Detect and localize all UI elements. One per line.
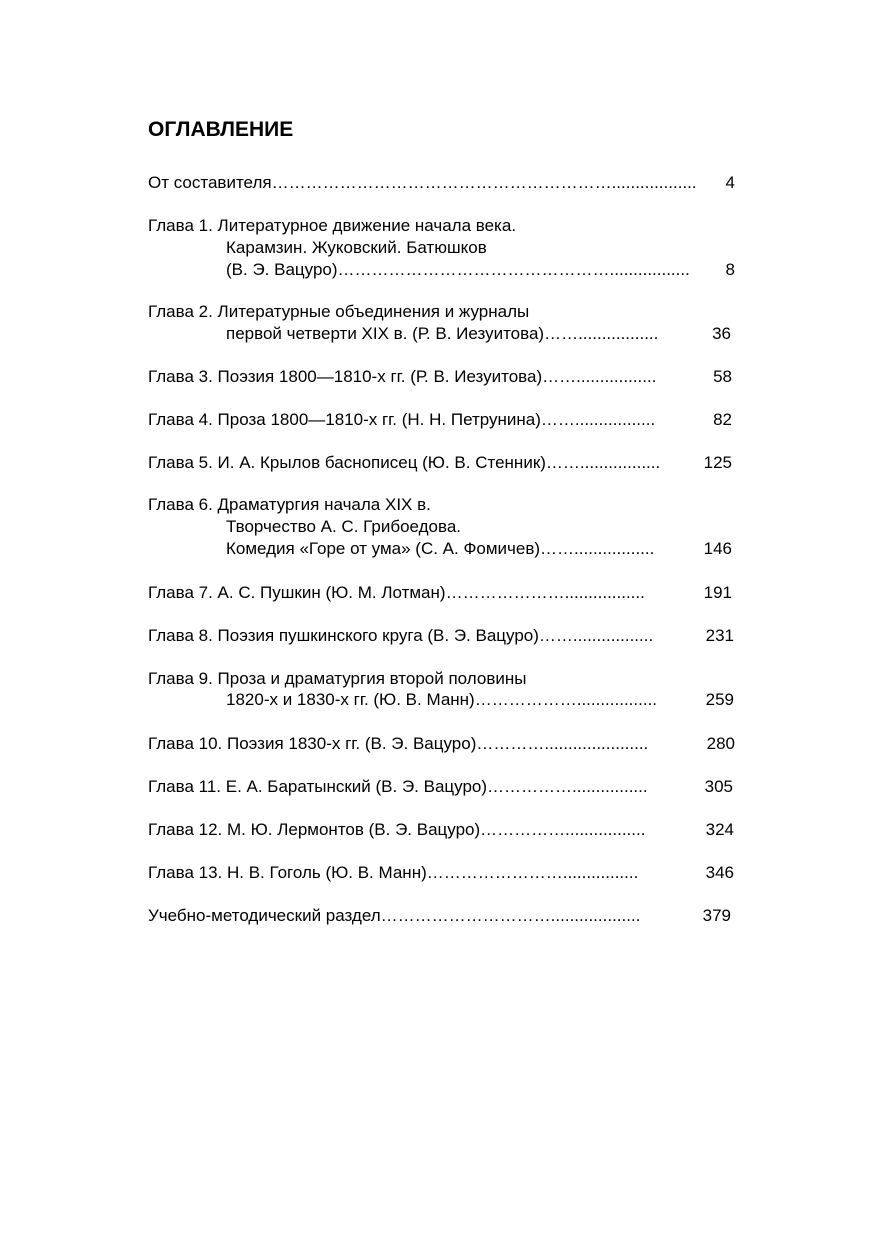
toc-entry-chapter-8	[148, 625, 734, 646]
toc-page-number: 346	[705, 863, 734, 882]
toc-entry-text: Глава 5. И. А. Крылов баснописец (Ю. В. Стенник)	[148, 453, 546, 472]
toc-leader: ………………….................	[445, 583, 645, 602]
toc-entry-chapter-9-line-2	[226, 689, 734, 710]
toc-entry-chapter-4	[148, 409, 732, 430]
toc-leader: …………………………...................	[380, 906, 641, 925]
toc-page-number: 125	[703, 453, 732, 472]
toc-entry-chapter-9	[148, 668, 735, 689]
toc-leader: ……………………................	[426, 863, 639, 882]
toc-entry-text: первой четверти XIX в. (Р. В. Иезуитова)	[226, 324, 545, 343]
toc-entry-chapter-13	[148, 862, 734, 883]
toc-page-number: 280	[706, 734, 735, 753]
toc-page-number: 231	[705, 626, 734, 645]
toc-entry-chapter-2	[148, 301, 735, 322]
toc-entry-text: Карамзин. Жуковский. Батюшков	[226, 238, 487, 257]
toc-page-number: 191	[703, 583, 732, 602]
toc-leader: …….................	[538, 626, 654, 645]
toc-page-number: 8	[725, 260, 735, 279]
toc-entry-text: Глава 10. Поэзия 1830-х гг. (В. Э. Вацуро)	[148, 734, 477, 753]
toc-leader: ……………................	[487, 777, 648, 796]
toc-entry-chapter-6-line-3	[226, 538, 732, 559]
toc-page-number: 146	[703, 539, 732, 558]
toc-page-number: 4	[725, 173, 735, 192]
toc-leader: …….................	[540, 539, 655, 558]
toc-page-number: 379	[702, 906, 731, 925]
toc-entry-text: Комедия «Горе от ума» (С. А. Фомичев)	[226, 539, 541, 558]
toc-entry-text: 1820-х и 1830-х гг. (Ю. В. Манн)	[226, 690, 475, 709]
toc-entry-text: От составителя	[148, 173, 272, 192]
toc-entry-text: Глава 4. Проза 1800—1810-х гг. (Н. Н. Петрунина)	[148, 410, 541, 429]
toc-entry-text: Глава 3. Поэзия 1800—1810-х гг. (Р. В. Иезуитова)	[148, 367, 543, 386]
toc-leader: …….................	[542, 367, 657, 386]
toc-entry-chapter-6	[148, 494, 735, 515]
toc-entry-chapter-10	[148, 733, 735, 754]
toc-entry-text: Глава 1. Литературное движение начала века.	[148, 216, 517, 235]
toc-entry-methodology	[148, 905, 731, 926]
toc-leader: …….................	[544, 324, 659, 343]
toc-entry-chapter-2-line-2	[226, 323, 731, 344]
toc-entry-text: Глава 7. А. С. Пушкин (Ю. М. Лотман)	[148, 583, 446, 602]
toc-entry-chapter-6-line-2	[226, 516, 735, 537]
toc-entry-chapter-1-line-2	[226, 237, 735, 258]
toc-entry-text: Глава 12. М. Ю. Лермонтов (В. Э. Вацуро)	[148, 820, 481, 839]
toc-leader: ……………………………………………………..................	[271, 173, 697, 192]
toc-leader: …………......................	[476, 734, 649, 753]
toc-entry-text: Глава 11. Е. А. Баратынский (В. Э. Вацуро)	[148, 777, 488, 796]
toc-entry-text: Глава 6. Драматургия начала XIX в.	[148, 495, 431, 514]
toc-page-number: 324	[705, 820, 734, 839]
toc-page-number: 259	[705, 690, 734, 709]
toc-entry-text: Глава 8. Поэзия пушкинского круга (В. Э. Вацуро)	[148, 626, 539, 645]
toc-entry-text: Глава 13. Н. В. Гоголь (Ю. В. Манн)	[148, 863, 427, 882]
toc-entry-preface	[148, 172, 735, 193]
toc-leader: …………….................	[480, 820, 646, 839]
toc-entry-text: Учебно-методический раздел	[148, 906, 381, 925]
toc-entry-chapter-1	[148, 215, 735, 236]
toc-entry-text: Глава 9. Проза и драматургия второй половины	[148, 669, 527, 688]
toc-entry-chapter-11	[148, 776, 733, 797]
toc-entry-text: Творчество А. С. Грибоедова.	[226, 517, 462, 536]
toc-page-number: 58	[713, 367, 732, 386]
toc-entry-text: (В. Э. Вацуро)	[226, 260, 338, 279]
toc-entry-chapter-1-line-3	[226, 259, 735, 280]
toc-entry-chapter-3	[148, 366, 732, 387]
toc-page-number: 305	[704, 777, 733, 796]
toc-entry-chapter-7	[148, 582, 732, 603]
toc-leader: …….................	[540, 410, 656, 429]
page-title: ОГЛАВЛЕНИЕ	[148, 118, 294, 141]
toc-entry-chapter-12	[148, 819, 734, 840]
toc-leader: …….................	[545, 453, 661, 472]
toc-leader: ……………….................	[474, 690, 658, 709]
toc-page-number: 36	[712, 324, 731, 343]
toc-page-number: 82	[713, 410, 732, 429]
toc-entry-chapter-5	[148, 452, 732, 473]
toc-entry-text: Глава 2. Литературные объединения и журналы	[148, 302, 530, 321]
toc-leader: ………………………………………….................	[337, 260, 690, 279]
